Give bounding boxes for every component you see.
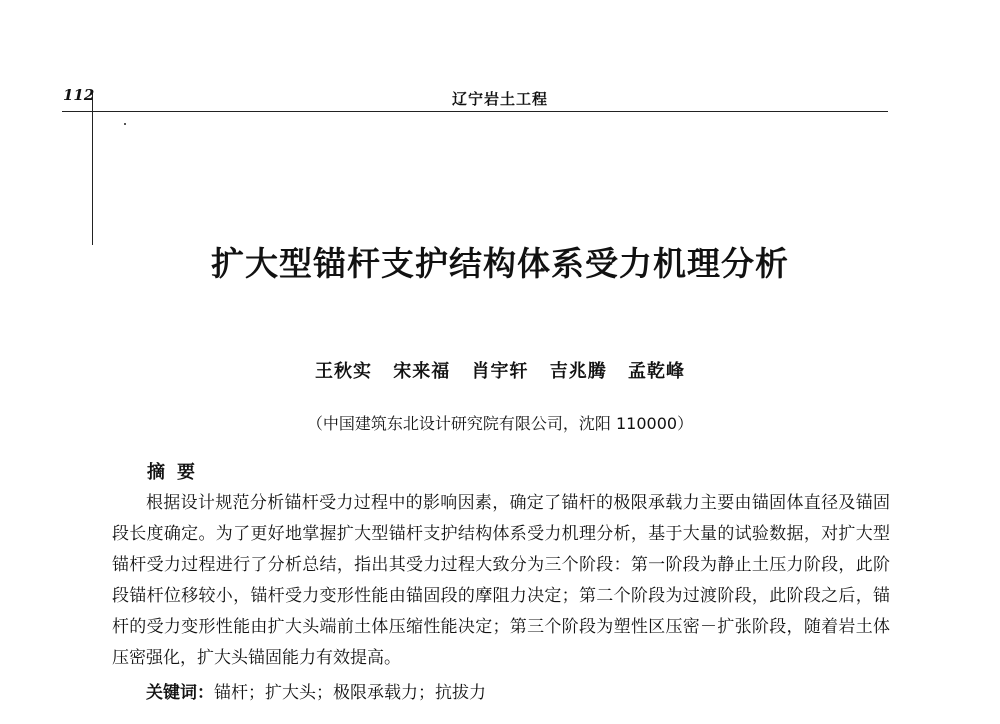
keywords-label: 关键词：: [146, 683, 214, 703]
margin-rule: [92, 90, 93, 245]
scan-speck: [124, 123, 126, 125]
header-rule: [62, 111, 888, 112]
author-list: 王秋实 宋来福 肖宇轩 吉兆腾 孟乾峰: [314, 361, 686, 382]
keywords-line: [146, 678, 486, 703]
page-number: 112: [63, 86, 95, 104]
affiliation: （中国建筑东北设计研究院有限公司，沈阳 110000）: [306, 414, 694, 433]
keywords-value: 锚杆；扩大头；极限承载力；抗拔力: [214, 683, 486, 703]
paper-title: 扩大型锚杆支护结构体系受力机理分析: [211, 244, 789, 283]
journal-name: 辽宁岩土工程: [451, 90, 548, 108]
abstract-body: 根据设计规范分析锚杆受力过程中的影响因素，确定了锚杆的极限承载力主要由锚固体直径及锚固段长度确定。为了更好地掌握扩大型锚杆支护结构体系受力机理分析，基于大量的试验数据，对扩大型锚杆受力过程进行了分析总结，指出其受力过程大致分为三个阶段：第一阶段为静止土压力阶段，此阶段锚杆位移较小，锚杆受力变形性能由锚固段的摩阻力决定；第二个阶段为过渡阶段，此阶段之后，锚杆的受力变形性能由扩大头端前土体压缩性能决定；第三个阶段为塑性区压密－扩张阶段，随着岩土体压密强化，扩大头锚固能力有效提高。: [112, 493, 890, 668]
abstract-heading: 摘要: [147, 462, 207, 483]
